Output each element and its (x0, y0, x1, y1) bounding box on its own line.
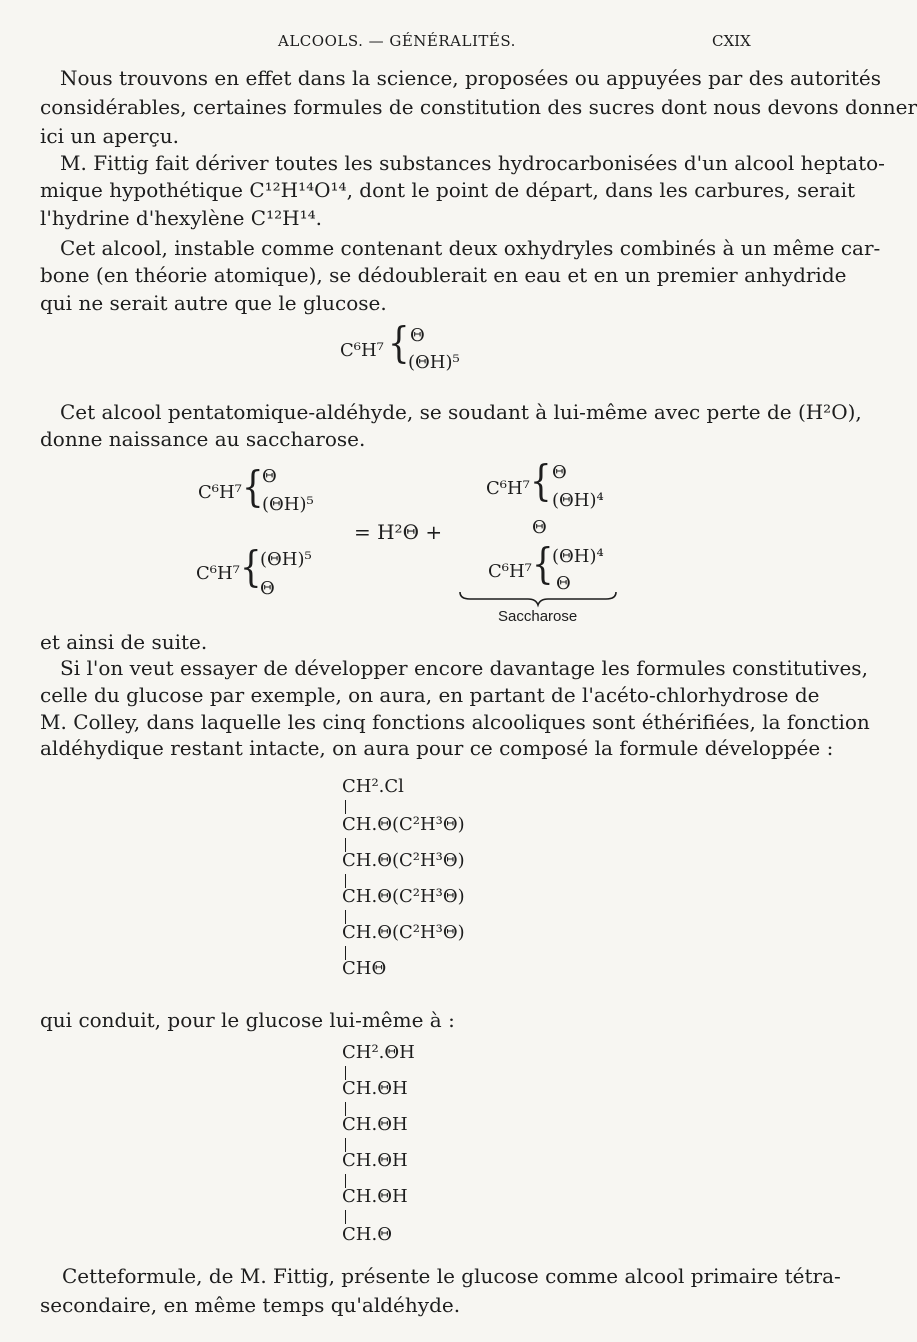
text-line: considérables, certaines formules de constitution des sucres dont nous devons donner (40, 95, 917, 119)
formula-line: CH².Cl (342, 776, 404, 797)
radical: C⁶H⁷ (198, 482, 242, 503)
brace-icon: { (240, 542, 262, 593)
formula-line: CH.ΘH (342, 1078, 408, 1099)
text-line: ici un aperçu. (40, 124, 180, 148)
text-line: M. Fittig fait dériver toutes les substances hydrocarbonisées d'un alcool heptato- (60, 151, 885, 175)
formula-line: CH.ΘH (342, 1114, 408, 1135)
brace-icon: { (242, 462, 264, 513)
formula-term: Θ (532, 517, 547, 538)
text-line: secondaire, en même temps qu'aldéhyde. (40, 1293, 461, 1317)
page-header (0, 30, 800, 60)
underbrace-icon (458, 590, 618, 606)
bond-line (345, 1210, 346, 1224)
formula-line: CH.Θ (342, 1224, 392, 1245)
text-line: Nous trouvons en effet dans la science, proposées ou appuyées par des autorités (60, 66, 881, 90)
text-line: Si l'on veut essayer de développer encore davantage les formules constitutives, (60, 656, 868, 680)
formula-term: Θ (556, 573, 571, 594)
text-line: qui ne serait autre que le glucose. (40, 291, 387, 315)
bond-line (345, 800, 346, 814)
formula-line: CH.Θ(C²H³Θ) (342, 922, 465, 943)
radical: C⁶H⁷ (340, 340, 384, 361)
page-number: CXIX (712, 32, 751, 50)
text-line: donne naissance au saccharose. (40, 427, 366, 451)
formula-line: CH.Θ(C²H³Θ) (342, 886, 465, 907)
formula-term: Θ (262, 466, 277, 487)
text-line: Cetteformule, de M. Fittig, présente le glucose comme alcool primaire tétra- (62, 1264, 841, 1288)
formula-term: Θ (552, 462, 567, 483)
formula-term: (ΘH)⁵ (260, 549, 312, 570)
text-line: qui conduit, pour le glucose lui-même à : (40, 1008, 455, 1032)
running-title: ALCOOLS. — GÉNÉRALITÉS. (278, 32, 516, 50)
formula-term: (ΘH)⁴ (552, 546, 604, 567)
text-line: l'hydrine d'hexylène C¹²H¹⁴. (40, 206, 322, 230)
formula-line: CH.ΘH (342, 1150, 408, 1171)
formula-line: CHΘ (342, 958, 387, 979)
equation-sign: = H²Θ + (354, 520, 443, 544)
text-line: celle du glucose par exemple, on aura, en partant de l'acéto-chlorhydrose de (40, 683, 820, 707)
formula-term: (ΘH)⁴ (552, 490, 604, 511)
saccharose-label: Saccharose (498, 608, 578, 625)
text-line: bone (en théorie atomique), se dédoublerait en eau et en un premier anhydride (40, 263, 847, 287)
formula-term: (ΘH)⁵ (262, 494, 314, 515)
text-line: Cet alcool pentatomique-aldéhyde, se soudant à lui-même avec perte de (H²O), (60, 400, 862, 424)
text-line: Cet alcool, instable comme contenant deux oxhydryles combinés à un même car- (60, 236, 881, 260)
formula-term: Θ (410, 325, 425, 346)
brace-icon: { (530, 456, 552, 507)
formula-term: Θ (260, 578, 275, 599)
formula-line: CH.Θ(C²H³Θ) (342, 850, 465, 871)
formula-term: (ΘH)⁵ (408, 352, 460, 373)
radical: C⁶H⁷ (488, 561, 532, 582)
radical: C⁶H⁷ (486, 478, 530, 499)
formula-line: CH².ΘH (342, 1042, 415, 1063)
text-line: M. Colley, dans laquelle les cinq fonctions alcooliques sont éthérifiées, la fonction (40, 710, 870, 734)
brace-icon: { (532, 539, 554, 590)
formula-line: CH.ΘH (342, 1186, 408, 1207)
radical: C⁶H⁷ (196, 563, 240, 584)
text-line: aldéhydique restant intacte, on aura pour ce composé la formule développée : (40, 736, 834, 760)
formula-line: CH.Θ(C²H³Θ) (342, 814, 465, 835)
text-line: mique hypothétique C¹²H¹⁴O¹⁴, dont le point de départ, dans les carbures, serait (40, 178, 856, 202)
brace-icon: { (388, 318, 410, 369)
text-line: et ainsi de suite. (40, 630, 208, 654)
